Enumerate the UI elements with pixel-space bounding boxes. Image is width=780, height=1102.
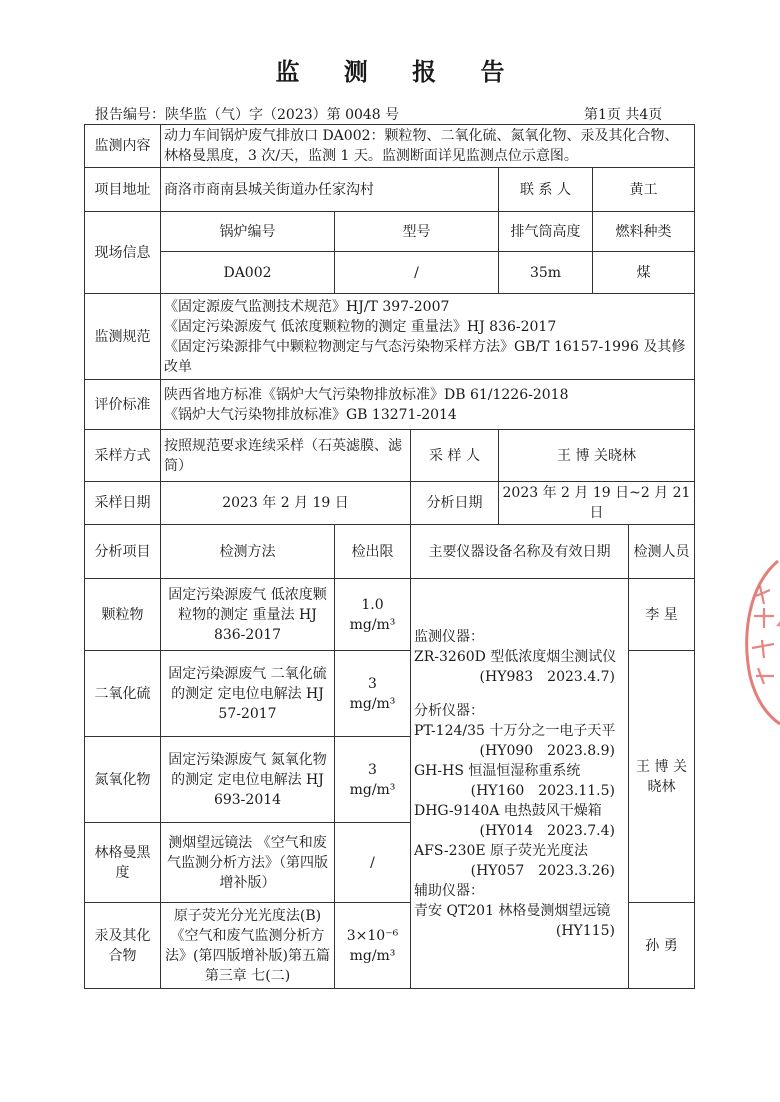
limit-unit: mg/m³ [349,616,396,633]
report-table [84,124,695,989]
site-info-label: 现场信息 [85,212,161,294]
standard-line: 《固定源废气监测技术规范》HJ/T 397-2007 [164,298,450,315]
analysis-item-name: 颗粒物 [85,579,161,651]
site-value-stack-height: 35m [499,252,593,294]
instrument-line: GH-HS 恒温恒湿称重系统 [414,762,581,779]
row-analysis-header [85,525,695,579]
page-info: 第1页 共4页 [584,107,663,123]
contact-value: 黄工 [593,168,695,212]
limit-unit: mg/m³ [349,947,396,964]
limit-unit: mg/m³ [349,781,396,798]
sample-date-label: 采样日期 [85,482,161,525]
analysis-person-header: 检测人员 [629,525,695,579]
contact-label: 联 系 人 [499,168,593,212]
analysis-method: 固定污染源废气 二氧化硫的测定 定电位电解法 HJ 57-2017 [161,651,335,737]
site-header-fuel-type: 燃料种类 [593,212,695,252]
analysis-item-header: 分析项目 [85,525,161,579]
instrument-line: DHG-9140A 电热鼓风干燥箱 [414,802,602,819]
detection-limit [335,823,411,903]
instrument-line: PT-124/35 十万分之一电子天平 [414,722,616,739]
sampling-method-value: 按照规范要求连续采样（石英滤膜、滤筒） [161,430,411,482]
analysis-row-particulate [85,579,695,651]
instrument-id-date: (HY090 2023.8.9) [479,742,615,759]
site-value-fuel-type: 煤 [593,252,695,294]
monitor-content-value: 动力车间锅炉废气排放口 DA002：颗粒物、二氧化硫、氮氧化物、汞及其化合物、林格曼黑度，3 次/天，监测 1 天。监测断面详见监测点位示意图。 [161,125,695,168]
site-header-model: 型号 [335,212,499,252]
eval-standards-label: 评价标准 [85,380,161,430]
address-value: 商洛市商南县城关街道办任家沟村 [161,168,499,212]
limit-unit: mg/m³ [349,695,396,712]
analysis-item-name: 二氧化硫 [85,651,161,737]
standards-label: 监测规范 [85,294,161,380]
site-value-boiler-no: DA002 [161,252,335,294]
limit-value: / [370,854,375,871]
site-header-stack-height: 排气筒高度 [499,212,593,252]
row-site-info-values [85,252,695,294]
row-monitor-content [85,125,695,168]
detection-limit [335,903,411,989]
analysis-item-name: 林格曼黑度 [85,823,161,903]
limit-value: 3 [368,761,377,778]
analysis-method: 固定污染源废气 氮氧化物的测定 定电位电解法 HJ 693-2014 [161,737,335,823]
detection-limit [335,651,411,737]
sampler-label: 采 样 人 [411,430,499,482]
sampler-value: 王 博 关晓林 [499,430,695,482]
row-eval-standards [85,380,695,430]
report-number: 报告编号：陕华监（气）字（2023）第 0048 号 [95,107,400,123]
analyst-name: 李 星 [629,579,695,651]
report-title: 监 测 报 告 [275,57,523,86]
analyst-name: 孙 勇 [629,903,695,989]
limit-value: 3 [368,675,377,692]
analysis-limit-header: 检出限 [335,525,411,579]
sample-date-value: 2023 年 2 月 19 日 [161,482,411,525]
detection-limit [335,579,411,651]
instrument-id-date: (HY983 2023.4.7) [479,668,615,685]
seal-stamp-icon [738,556,780,726]
analysis-date-label: 分析日期 [411,482,499,525]
row-address [85,168,695,212]
monitor-instruments-title: 监测仪器： [414,628,484,645]
limit-value: 3×10⁻⁶ [346,927,399,944]
analysis-instruments-header: 主要仪器设备名称及有效日期 [411,525,629,579]
row-sampling-method [85,430,695,482]
seal-stamp [738,556,780,726]
analysis-method: 原子荧光分光光度法(B) 《空气和废气监测分析方法》(第四版增补版)第五篇 第三章 七(二) [161,903,335,989]
instrument-list [411,579,629,989]
analyst-name: 王 博 关晓林 [629,651,695,903]
analysis-item-name: 汞及其化合物 [85,903,161,989]
site-header-boiler-no: 锅炉编号 [161,212,335,252]
limit-value: 1.0 [361,596,384,613]
analysis-instruments-title: 分析仪器： [414,702,484,719]
monitor-content-label: 监测内容 [85,125,161,168]
standards-list [161,294,695,380]
instrument-line: 青安 QT201 林格曼测烟望远镜 [414,902,611,919]
standard-line: 《固定污染源废气 低浓度颗粒物的测定 重量法》HJ 836-2017 [164,318,557,335]
analysis-item-name: 氮氧化物 [85,737,161,823]
site-value-model: / [335,252,499,294]
aux-instruments-title: 辅助仪器： [414,882,484,899]
instrument-id-date: (HY115) [555,922,615,939]
standard-line: 《固定污染源排气中颗粒物测定与气态污染物采样方法》GB/T 16157-1996 及其修改单 [164,338,686,375]
row-dates [85,482,695,525]
instrument-id-date: (HY014 2023.7.4) [479,822,615,839]
row-standards [85,294,695,380]
address-label: 项目地址 [85,168,161,212]
instrument-line: ZR-3260D 型低浓度烟尘测试仪 [414,648,617,665]
analysis-method-header: 检测方法 [161,525,335,579]
instrument-line: AFS-230E 原子荧光光度法 [414,842,589,859]
instrument-id-date: (HY057 2023.3.26) [470,862,615,879]
eval-standard-line: 陕西省地方标准《锅炉大气污染物排放标准》DB 61/1226-2018 [164,386,569,403]
row-site-info-header [85,212,695,252]
analysis-date-value: 2023 年 2 月 19 日~2 月 21 日 [499,482,695,525]
analysis-method: 测烟望远镜法 《空气和废气监测分析方法》（第四版增补版） [161,823,335,903]
sampling-method-label: 采样方式 [85,430,161,482]
eval-standard-line: 《锅炉大气污染物排放标准》GB 13271-2014 [164,406,457,423]
detection-limit [335,737,411,823]
analysis-method: 固定污染源废气 低浓度颗粒物的测定 重量法 HJ 836-2017 [161,579,335,651]
instrument-id-date: (HY160 2023.11.5) [470,782,615,799]
eval-standards-list [161,380,695,430]
